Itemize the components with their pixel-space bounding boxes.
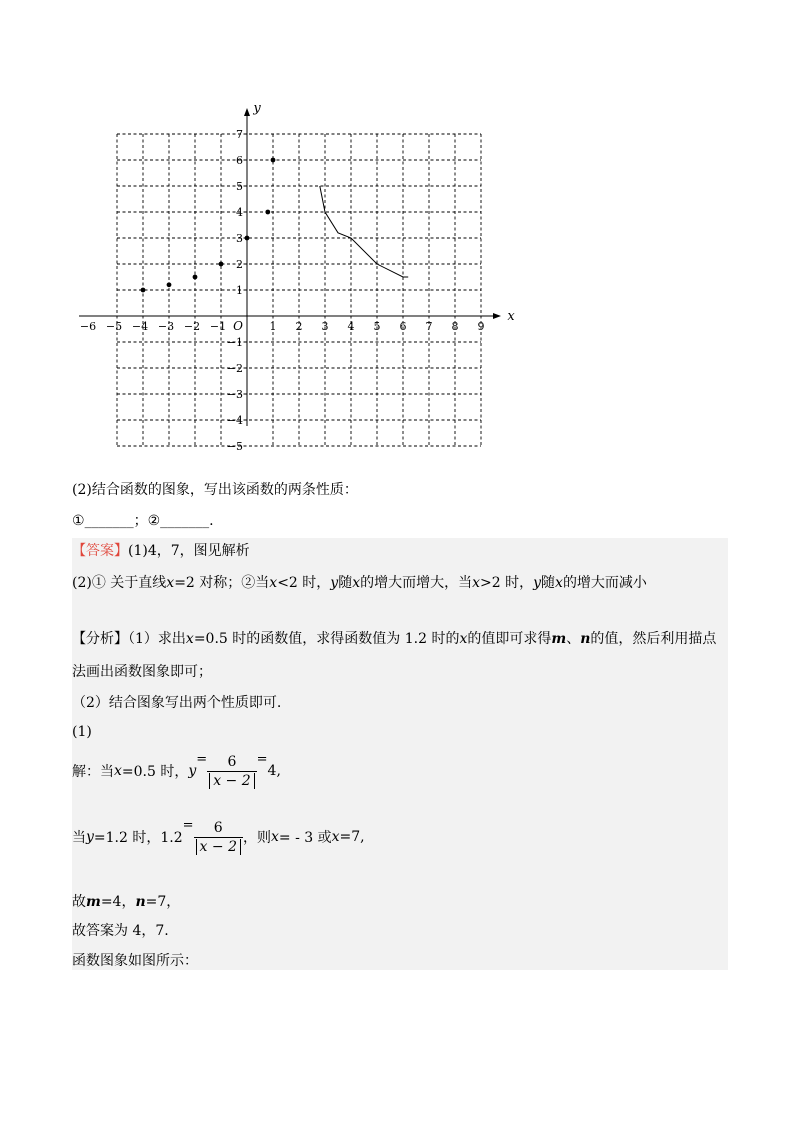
x-tick-label: −5 (105, 320, 123, 333)
y-tick-label: −4 (226, 414, 243, 427)
y-tick-label: 3 (236, 232, 243, 245)
result-line-1: 故m=4，n=7， (72, 894, 181, 910)
data-point (271, 158, 276, 163)
x-tick-label: −2 (183, 320, 201, 333)
x-tick-label: −4 (131, 320, 149, 333)
question-2: (2)结合函数的图象，写出该函数的两条性质： (72, 482, 358, 498)
curve-line (320, 186, 408, 277)
y-axis-label: y (253, 101, 261, 116)
part-1-label: (1) (72, 724, 92, 740)
x-tick-label: 7 (425, 320, 433, 333)
tick-labels (80, 101, 515, 453)
solution-line-2: 当y=1.2 时，1.2= $\frac{6}{x - 2}$ ，则x= - 3 或x=7, (72, 818, 365, 855)
y-tick-label: −1 (226, 336, 243, 349)
x-tick-label: 9 (477, 320, 485, 333)
origin-label: O (233, 319, 243, 333)
analysis-line-1: 【分析】（1）求出x=0.5 时的函数值，求得函数值为 1.2 时的x的值即可求得m、n的值，然后利用描点 (72, 631, 717, 647)
x-tick-label: 3 (321, 320, 329, 333)
data-point (219, 262, 224, 267)
data-point (193, 275, 198, 280)
y-tick-label: −3 (226, 388, 243, 401)
data-point (167, 282, 172, 287)
x-tick-label: 5 (373, 320, 381, 333)
dashed-grid (117, 134, 481, 446)
x-tick-label: 6 (399, 320, 407, 333)
fraction: $\frac{6}{x - 2}$ (207, 753, 256, 790)
y-tick-label: 7 (236, 128, 243, 141)
answer-line-1: 【答案】(1)4，7，图见解析 (72, 543, 250, 559)
y-tick-label: 2 (236, 258, 243, 271)
x-tick-label: −3 (157, 320, 175, 333)
data-point (265, 210, 270, 215)
x-tick-label: 8 (451, 320, 459, 333)
x-tick-label: −6 (79, 320, 97, 333)
y-tick-label: −2 (226, 362, 243, 375)
result-line-2: 故答案为 4，7. (72, 923, 169, 939)
y-axis-arrow (244, 108, 250, 116)
blank-line-row: ①_______；②_______. (72, 513, 214, 529)
x-axis-label: x (507, 309, 515, 324)
y-tick-label: 1 (236, 284, 243, 297)
y-tick-label: 6 (236, 154, 243, 167)
result-line-3: 函数图象如图所示： (72, 953, 198, 969)
y-tick-label: 5 (236, 180, 243, 193)
axes (79, 108, 501, 426)
x-axis-arrow (493, 313, 501, 319)
y-tick-label: −5 (226, 440, 243, 453)
data-point (245, 236, 250, 241)
solution-line-1: 解：当x=0.5 时，y= $\frac{6}{x - 2}$ =4, (72, 752, 281, 789)
data-marks (141, 158, 409, 293)
fraction: $\frac{6}{x - 2}$ (194, 819, 243, 856)
x-tick-label: 2 (295, 320, 303, 333)
x-tick-label: 1 (269, 320, 277, 333)
analysis-line-2: 法画出函数图象即可； (72, 664, 212, 680)
data-point (141, 288, 146, 293)
answer-line-2: (2)① 关于直线x=2 对称；②当x<2 时，y随x的增大而增大，当x>2 时，y随x的增大而减小 (72, 575, 647, 591)
analysis-line-3: （2）结合图象写出两个性质即可. (72, 695, 282, 711)
x-tick-label: 4 (347, 320, 355, 333)
y-tick-label: 4 (236, 206, 243, 219)
coordinate-graph (60, 95, 530, 467)
x-tick-label: −1 (209, 320, 227, 333)
